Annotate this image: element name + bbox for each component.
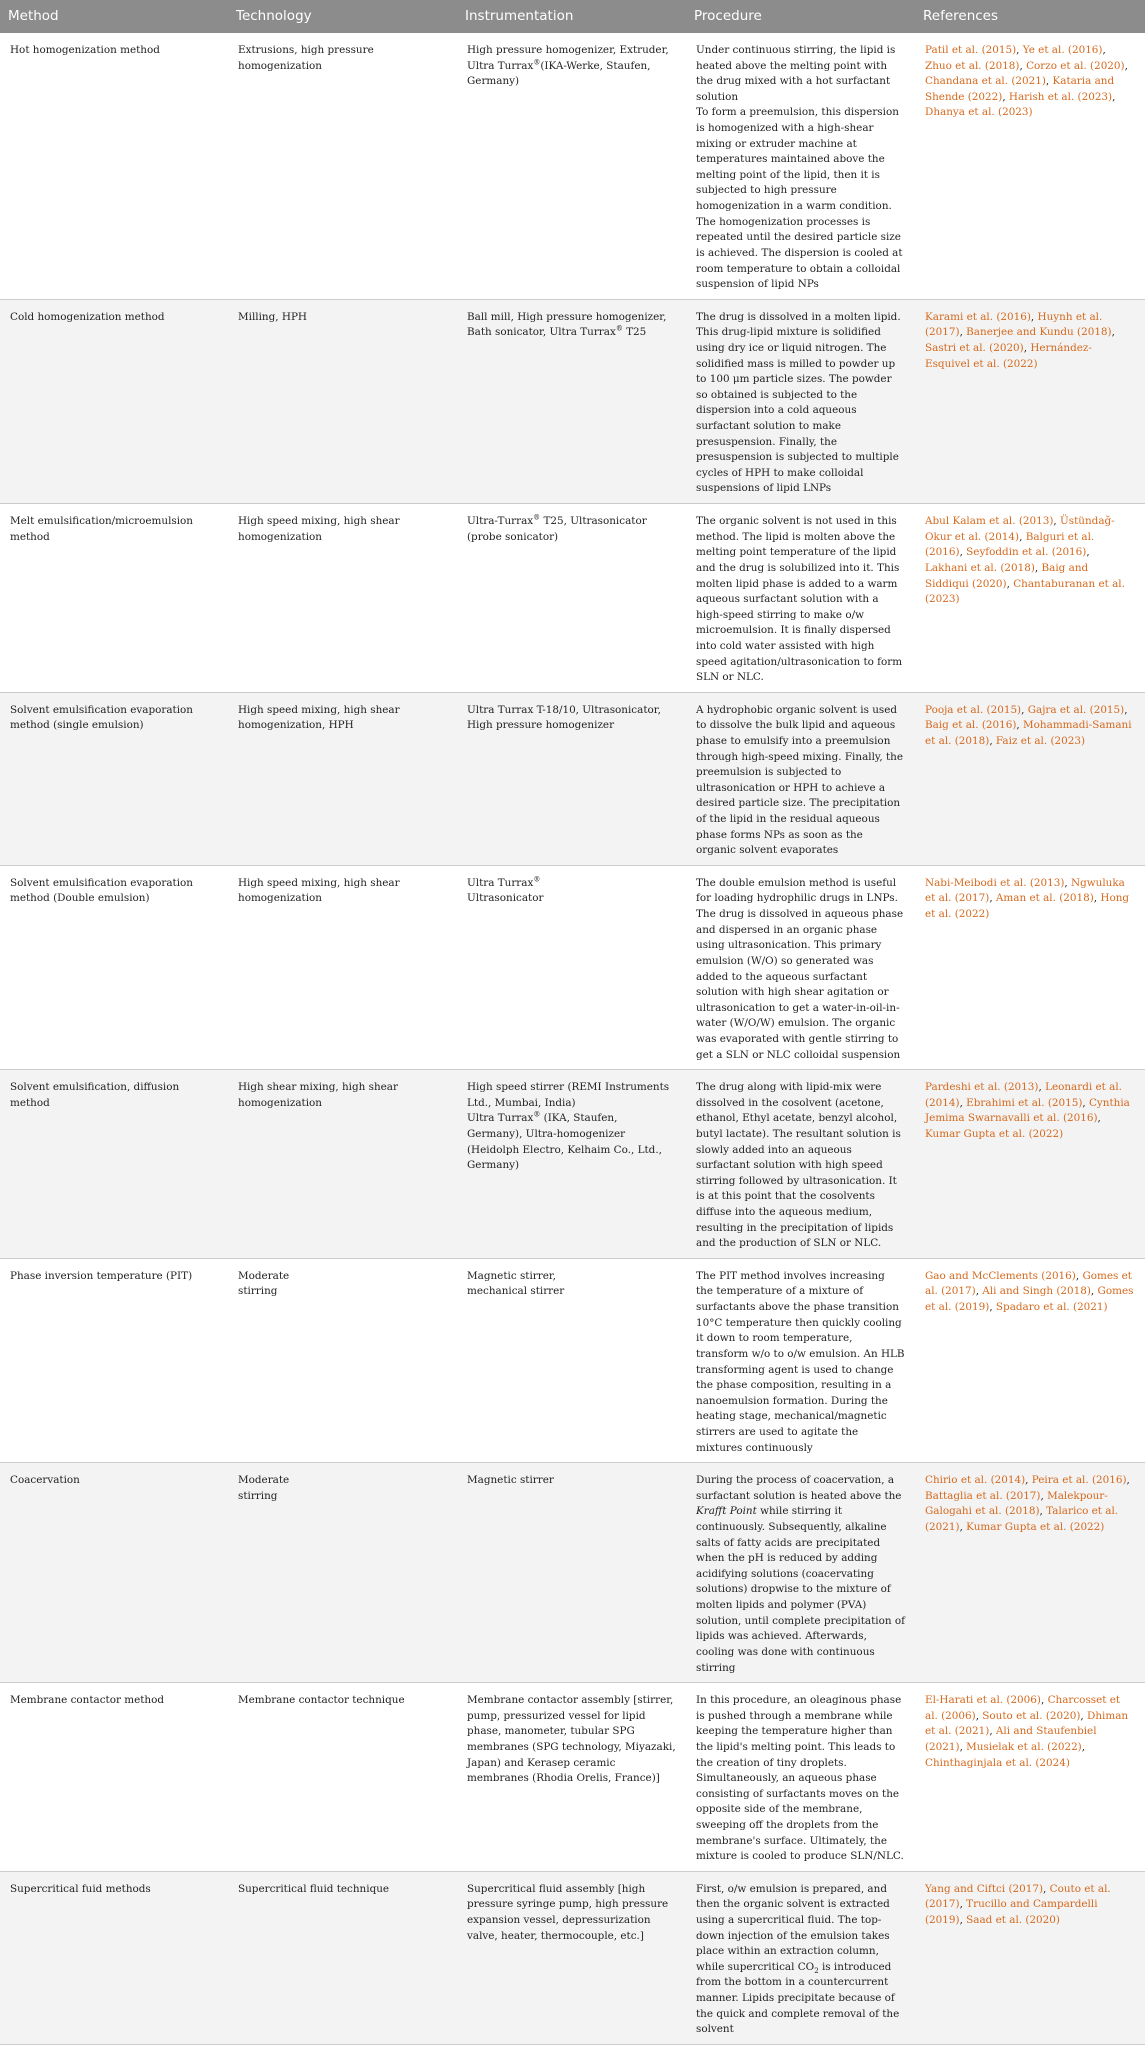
header-row: [0, 0, 1145, 33]
reference-link[interactable]: Trucillo and Campardelli (2019): [925, 1898, 1098, 1927]
references-cell: Chirio et al. (2014), Peira et al. (2016), Battaglia et al. (2017), Malekpour-Galogahi et al. (2018), Talarico et al. (2021), Kumar Gupta et al. (2022): [915, 1463, 1145, 1683]
instrumentation-cell: Supercritical fluid assembly [high pressure syringe pump, high pressure expansion vessel, depressurization valve, heater, thermocouple, etc.]: [457, 1871, 686, 2044]
technology-cell: Milling, HPH: [228, 299, 457, 503]
references-cell: Pooja et al. (2015), Gajra et al. (2015), Baig et al. (2016), Mohammadi-Samani et al. (2018), Faiz et al. (2023): [915, 692, 1145, 865]
reference-link[interactable]: Abul Kalam et al. (2013): [925, 515, 1054, 528]
procedure-cell: The PIT method involves increasing the temperature of a mixture of surfactants above the phase transition 10°C temperature then quickly cooling it down to room temperature, transform w/o to o/w emulsion. An HLB transforming agent is used to change the phase composition, resulting in a nanoemulsion formation. During the heating stage, mechanical/magnetic stirrers are used to agitate the mixtures continuously: [686, 1258, 915, 1462]
reference-link[interactable]: Karami et al. (2016): [925, 310, 1031, 323]
procedure-cell: First, o/w emulsion is prepared, and then the organic solvent is extracted using a supercritical fluid. The top-down injection of the emulsion takes place within an extraction column, while supercritical $CO_2$ is introduced from the bottom in a countercurrent manner. Lipids precipitate because of the quick and complete removal of the solvent: [686, 1871, 915, 2044]
technology-cell: Supercritical fluid technique: [228, 1871, 457, 2044]
table-row: [0, 1070, 1145, 1259]
instrumentation-cell: High pressure homogenizer, Extruder, Ultra Turrax®(IKA-Werke, Staufen, Germany): [457, 33, 686, 299]
header-procedure: Procedure: [686, 0, 915, 33]
reference-link[interactable]: Pardeshi et al. (2013): [925, 1081, 1039, 1094]
reference-link[interactable]: Dhanya et al. (2023): [925, 106, 1033, 119]
table-row: [0, 1683, 1145, 1872]
reference-link[interactable]: Banerjee and Kundu (2018): [966, 326, 1112, 339]
reference-link[interactable]: Pooja et al. (2015): [925, 703, 1022, 716]
reference-link[interactable]: Harish et al. (2023): [1008, 90, 1113, 103]
table-row: [0, 1871, 1145, 2044]
reference-link[interactable]: Baig et al. (2016): [925, 719, 1017, 732]
subscript-text: 2: [814, 1966, 819, 1975]
references-cell: Yang and Ciftci (2017), Couto et al. (2017), Trucillo and Campardelli (2019), Saad et al. (2020): [915, 1871, 1145, 2044]
instrumentation-cell: Ball mill, High pressure homogenizer, Bath sonicator, Ultra Turrax® T25: [457, 299, 686, 503]
procedure-cell: The drug is dissolved in a molten lipid. This drug-lipid mixture is solidified using dry ice or liquid nitrogen. The solidified mass is milled to powder up to 100 μm particle sizes. The powder so obtained is subjected to the dispersion into a cold aqueous surfactant solution to make presuspension. Finally, the presuspension is subjected to multiple cycles of HPH to make colloidal suspensions of lipid LNPs: [686, 299, 915, 503]
instrumentation-cell: Ultra Turrax T-18/10, Ultrasonicator, High pressure homogenizer: [457, 692, 686, 865]
reference-link[interactable]: Kumar Gupta et al. (2022): [925, 1128, 1064, 1140]
table-row: [0, 504, 1145, 693]
table-row: [0, 865, 1145, 1069]
technology-cell: High speed mixing, high shear homogenization: [228, 865, 457, 1069]
method-cell: Solvent emulsification evaporation method (Double emulsion): [0, 865, 228, 1069]
reference-link[interactable]: Balguri et al. (2016): [925, 530, 1095, 559]
method-cell: Cold homogenization method: [0, 299, 228, 503]
reference-link[interactable]: Mohammadi-Samani et al. (2018): [925, 719, 1132, 747]
reference-link[interactable]: Lakhani et al. (2018): [925, 561, 1035, 574]
procedure-cell: A hydrophobic organic solvent is used to dissolve the bulk lipid and aqueous phase to emulsify into a preemulsion through high-speed mixing. Finally, the preemulsion is subjected to ultrasonication or HPH to achieve a desired particle size. The precipitation of the lipid in the residual aqueous phase forms NPs as soon as the organic solvent evaporates: [686, 692, 915, 865]
references-cell: Pardeshi et al. (2013), Leonardi et al. (2014), Ebrahimi et al. (2015), Cynthia Jemima Swarnavalli et al. (2016), Kumar Gupta et al. (2022): [915, 1070, 1145, 1259]
reference-link[interactable]: Battaglia et al. (2017): [925, 1489, 1041, 1502]
instrumentation-cell: Magnetic stirrer, mechanical stirrer: [457, 1258, 686, 1462]
table-row: [0, 1258, 1145, 1462]
references-cell: Nabi-Meibodi et al. (2013), Ngwuluka et al. (2017), Aman et al. (2018), Hong et al. (2022): [915, 865, 1145, 1069]
registered-mark: ®: [533, 1110, 541, 1119]
instrumentation-cell: Membrane contactor assembly [stirrer, pump, pressurized vessel for lipid phase, manometer, tubular SPG membranes (SPG technology, Miyazaki, Japan) and Kerasep ceramic membranes (Rhodia Orelis, France)]: [457, 1683, 686, 1872]
reference-link[interactable]: Yang and Ciftci (2017): [925, 1882, 1044, 1895]
registered-mark: ®: [533, 875, 541, 884]
technology-cell: High shear mixing, high shear homogenization: [228, 1070, 457, 1259]
reference-link[interactable]: Ali and Singh (2018): [982, 1285, 1091, 1298]
method-cell: Supercritical fuid methods: [0, 1871, 228, 2044]
table-row: [0, 33, 1145, 299]
reference-link[interactable]: Zhuo et al. (2018): [925, 59, 1020, 72]
references-cell: Patil et al. (2015), Ye et al. (2016), Zhuo et al. (2018), Corzo et al. (2020), Chandana et al. (2021), Kataria and Shende (2022), Harish et al. (2023), Dhanya et al. (2023): [915, 33, 1145, 299]
reference-link[interactable]: Saad et al. (2020): [966, 1914, 1060, 1927]
instrumentation-cell: Magnetic stirrer: [457, 1463, 686, 1683]
registered-mark: ®: [533, 58, 541, 67]
reference-link[interactable]: Dhiman et al. (2021): [925, 1709, 1129, 1738]
header-method: Method: [0, 0, 228, 33]
instrumentation-cell: Ultra-Turrax® T25, Ultrasonicator (probe sonicator): [457, 504, 686, 693]
reference-link[interactable]: Couto et al. (2017): [925, 1882, 1111, 1911]
procedure-cell: In this procedure, an oleaginous phase is pushed through a membrane while keeping the temperature higher than the lipid's melting point. This leads to the creation of tiny droplets. Simultaneously, an aqueous phase consisting of surfactants moves on the opposite side of the membrane, sweeping off the droplets from the membrane's surface. Ultimately, the mixture is cooled to produce SLN/NLC.: [686, 1683, 915, 1872]
procedure-cell: During the process of coacervation, a surfactant solution is heated above the Krafft Point while stirring it continuously. Subsequently, alkaline salts of fatty acids are precipitated when the pH is reduced by adding acidifying solutions (coacervating solutions) dropwise to the mixture of molten lipids and polymer (PVA) solution, until complete precipitation of lipids was achieved. Afterwards, cooling was done with continuous stirring: [686, 1463, 915, 1683]
method-cell: Melt emulsification/microemulsion method: [0, 504, 228, 693]
registered-mark: ®: [533, 513, 541, 522]
table-body: [0, 33, 1145, 2044]
table-header: [0, 0, 1145, 33]
reference-link[interactable]: Ali and Staufenbiel (2021): [925, 1725, 1097, 1753]
references-cell: Abul Kalam et al. (2013), Üstündağ-Okur et al. (2014), Balguri et al. (2016), Seyfoddin et al. (2016), Lakhani et al. (2018), Baig and Siddiqui (2020), Chantaburanan et al. (2023): [915, 504, 1145, 693]
reference-link[interactable]: Corzo et al. (2020): [1026, 59, 1125, 72]
technology-cell: Moderate stirring: [228, 1463, 457, 1683]
reference-link[interactable]: Ngwuluka et al. (2017): [925, 876, 1125, 905]
technology-cell: High speed mixing, high shear homogenization: [228, 504, 457, 693]
reference-link[interactable]: Talarico et al. (2021): [925, 1505, 1119, 1534]
reference-link[interactable]: Gomes et al. (2017): [925, 1269, 1132, 1298]
reference-link[interactable]: Gao and McClements (2016): [925, 1269, 1076, 1282]
reference-link[interactable]: Seyfoddin et al. (2016): [966, 546, 1087, 559]
reference-link[interactable]: Aman et al. (2018): [995, 892, 1094, 905]
reference-link[interactable]: Musielak et al. (2022): [966, 1740, 1082, 1753]
reference-link[interactable]: Spadaro et al. (2021): [995, 1301, 1108, 1314]
method-cell: Hot homogenization method: [0, 33, 228, 299]
procedure-cell: The drug along with lipid-mix were dissolved in the cosolvent (acetone, ethanol, Ethyl acetate, benzyl alcohol, butyl lactate). The resultant solution is slowly added into an aqueous surfactant solution with high speed stirring followed by ultrasonication. It is at this point that the cosolvents diffuse into the aqueous medium, resulting in the precipitation of lipids and the production of SLN or NLC.: [686, 1070, 915, 1259]
reference-link[interactable]: Gomes et al. (2019): [925, 1285, 1134, 1314]
method-cell: Solvent emulsification evaporation method (single emulsion): [0, 692, 228, 865]
references-cell: Gao and McClements (2016), Gomes et al. (2017), Ali and Singh (2018), Gomes et al. (2019), Spadaro et al. (2021): [915, 1258, 1145, 1462]
method-cell: Coacervation: [0, 1463, 228, 1683]
reference-link[interactable]: Charcosset et al. (2006): [925, 1694, 1121, 1722]
reference-link[interactable]: Leonardi et al. (2014): [925, 1081, 1122, 1109]
header-technology: Technology: [228, 0, 457, 33]
technology-cell: Moderate stirring: [228, 1258, 457, 1462]
reference-link[interactable]: Souto et al. (2020): [982, 1709, 1081, 1722]
procedure-cell: Under continuous stirring, the lipid is heated above the melting point with the drug mixed with a hot surfactant solution To form a preemulsion, this dispersion is homogenized with a high-shear mixing or extruder machine at temperatures maintained above the melting point of the lipid, then it is subjected to high pressure homogenization in a warm condition. The homogenization processes is repeated until the desired particle size is achieved. The dispersion is cooled at room temperature to obtain a colloidal suspension of lipid NPs: [686, 33, 915, 299]
instrumentation-cell: High speed stirrer (REMI Instruments Ltd., Mumbai, India) Ultra Turrax® (IKA, Staufen, Germany), Ultra-homogenizer (Heidolph Electro, Kelhaim Co., Ltd., Germany): [457, 1070, 686, 1259]
instrumentation-cell: Ultra Turrax® Ultrasonicator: [457, 865, 686, 1069]
technology-cell: Membrane contactor technique: [228, 1683, 457, 1872]
reference-link[interactable]: Malekpour-Galogahi et al. (2018): [925, 1489, 1108, 1518]
reference-link[interactable]: Sastri et al. (2020): [925, 341, 1024, 354]
reference-link[interactable]: Üstündağ-Okur et al. (2014): [925, 515, 1115, 543]
table-row: [0, 1463, 1145, 1683]
reference-link[interactable]: Faiz et al. (2023): [995, 734, 1086, 747]
table-row: [0, 692, 1145, 865]
reference-link[interactable]: Ye et al. (2016): [1022, 44, 1103, 56]
procedure-cell: The double emulsion method is useful for loading hydrophilic drugs in LNPs. The drug is dissolved in aqueous phase and dispersed in an organic phase using ultrasonication. This primary emulsion (W/O) so generated was added to the aqueous surfactant solution with high shear agitation or ultrasonication to get a water-in-oil-in-water (W/O/W) emulsion. The organic was evaporated with gentle stirring to get a SLN or NLC colloidal suspension: [686, 865, 915, 1069]
italic-term: Krafft Point: [696, 1505, 757, 1518]
procedure-cell: The organic solvent is not used in this method. The lipid is molten above the melting point temperature of the lipid and the drug is solubilized into it. This molten lipid phase is added to a warm aqueous surfactant solution with a high-speed stirring to make o/w microemulsion. It is finally dispersed into cold water assisted with high speed agitation/ultrasonication to form SLN or NLC.: [686, 504, 915, 693]
reference-link[interactable]: Ebrahimi et al. (2015): [966, 1096, 1083, 1109]
reference-link[interactable]: El-Harati et al. (2006): [925, 1694, 1041, 1707]
method-cell: Phase inversion temperature (PIT): [0, 1258, 228, 1462]
reference-link[interactable]: Patil et al. (2015): [925, 44, 1017, 56]
header-references: References: [915, 0, 1145, 33]
registered-mark: ®: [615, 324, 623, 333]
reference-link[interactable]: Kataria and Shende (2022): [925, 75, 1115, 103]
reference-link[interactable]: Chinthaginjala et al. (2024): [925, 1756, 1070, 1769]
references-cell: El-Harati et al. (2006), Charcosset et al. (2006), Souto et al. (2020), Dhiman et al. (2021), Ali and Staufenbiel (2021), Musielak et al. (2022), Chinthaginjala et al. (2024): [915, 1683, 1145, 1872]
technology-cell: Extrusions, high pressure homogenization: [228, 33, 457, 299]
method-cell: Membrane contactor method: [0, 1683, 228, 1872]
header-instrumentation: Instrumentation: [457, 0, 686, 33]
reference-link[interactable]: Nabi-Meibodi et al. (2013): [925, 876, 1065, 889]
reference-link[interactable]: Huynh et al. (2017): [925, 310, 1103, 339]
references-cell: Karami et al. (2016), Huynh et al. (2017), Banerjee and Kundu (2018), Sastri et al. (2020), Hernández-Esquivel et al. (2022): [915, 299, 1145, 503]
reference-link[interactable]: Hong et al. (2022): [925, 892, 1130, 921]
reference-link[interactable]: Baig and Siddiqui (2020): [925, 561, 1089, 590]
reference-link[interactable]: Chirio et al. (2014): [925, 1474, 1026, 1487]
reference-link[interactable]: Gajra et al. (2015): [1027, 703, 1125, 716]
table-row: [0, 299, 1145, 503]
reference-link[interactable]: Chantaburanan et al. (2023): [925, 577, 1125, 606]
technology-cell: High speed mixing, high shear homogenization, HPH: [228, 692, 457, 865]
reference-link[interactable]: Chandana et al. (2021): [925, 75, 1046, 88]
reference-link[interactable]: Kumar Gupta et al. (2022): [966, 1521, 1105, 1534]
reference-link[interactable]: Hernández-Esquivel et al. (2022): [925, 341, 1092, 370]
method-cell: Solvent emulsification, diffusion method: [0, 1070, 228, 1259]
reference-link[interactable]: Cynthia Jemima Swarnavalli et al. (2016): [925, 1096, 1130, 1125]
reference-link[interactable]: Peira et al. (2016): [1031, 1474, 1127, 1487]
